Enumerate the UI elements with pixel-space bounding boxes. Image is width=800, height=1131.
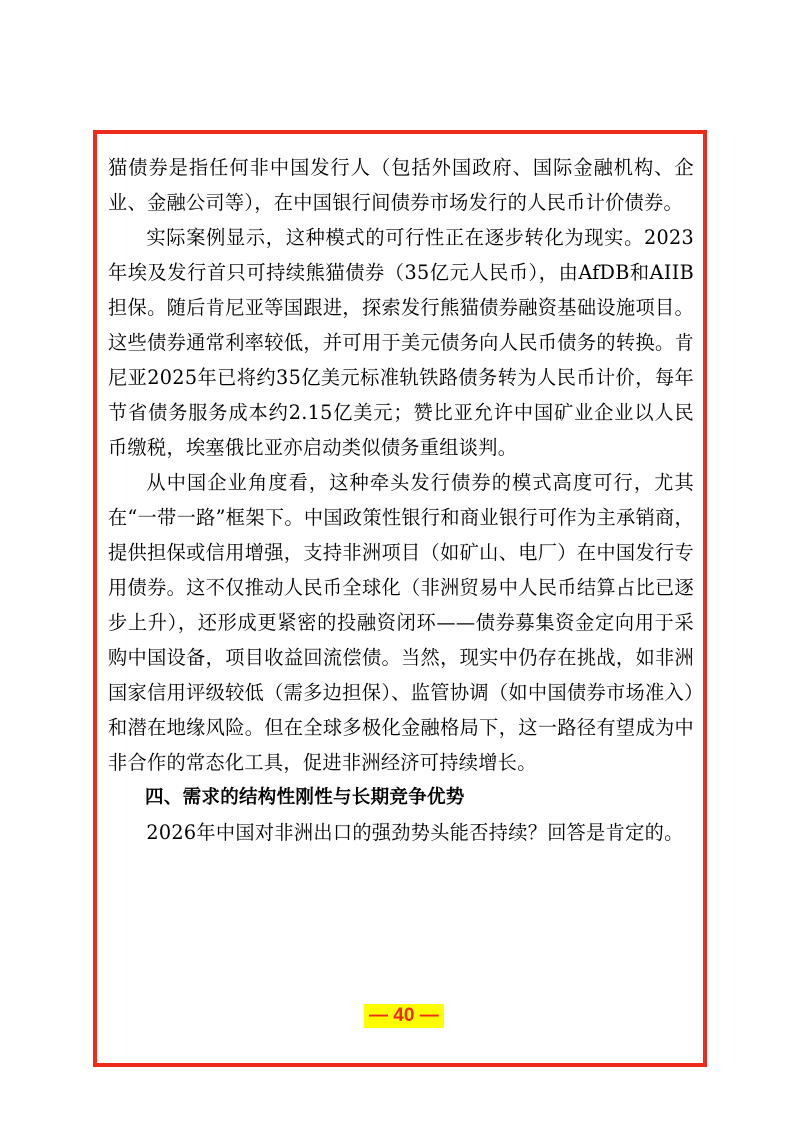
paragraph-panda-bond-definition: 猫债券是指任何非中国发行人（包括外国政府、国际金融机构、企业、金融公司等），在中国银行间债券市场发行的人民币计价债券。 (108, 156, 694, 214)
page-number: — 40 — (364, 1004, 444, 1028)
section-heading: 四、需求的结构性刚性与长期竞争优势 (145, 787, 465, 808)
paragraph-practical-cases: 实际案例显示，这种模式的可行性正在逐步转化为现实。2023年埃及发行首只可持续熊猫债券（35亿元人民币），由AfDB和AIIB担保。随后肯尼亚等国跟进，探索发行熊猫债券融资基础设施项目。这些债券通常利率较低，并可用于美元债务向人民币债务的转换。肯尼亚2025年已将约35亿美元标准轨铁路债务转为人民币计价，每年节省债务服务成本约2.15亿美元；赞比亚允许中国矿业企业以人民币缴税，埃塞俄比亚亦启动类似债务重组谈判。 (108, 226, 694, 459)
paragraph-closing: 2026年中国对非洲出口的强劲势头能否持续？回答是肯定的。 (146, 821, 684, 844)
document-body (108, 150, 694, 850)
paragraph-chinese-enterprise-perspective: 从中国企业角度看，这种牵头发行债券的模式高度可行，尤其在“一带一路”框架下。中国政策性银行和商业银行可作为主承销商，提供担保或信用增强，支持非洲项目（如矿山、电厂）在中国发行专用债券。这不仅推动人民币全球化（非洲贸易中人民币结算占比已逐步上升），还形成更紧密的投融资闭环——债券募集资金定向用于采购中国设备，项目收益回流偿债。当然，现实中仍存在挑战，如非洲国家信用评级较低（需多边担保）、监管协调（如中国债券市场准入）和潜在地缘风险。但在全球多极化金融格局下，这一路径有望成为中非合作的常态化工具，促进非洲经济可持续增长。 (108, 471, 694, 774)
